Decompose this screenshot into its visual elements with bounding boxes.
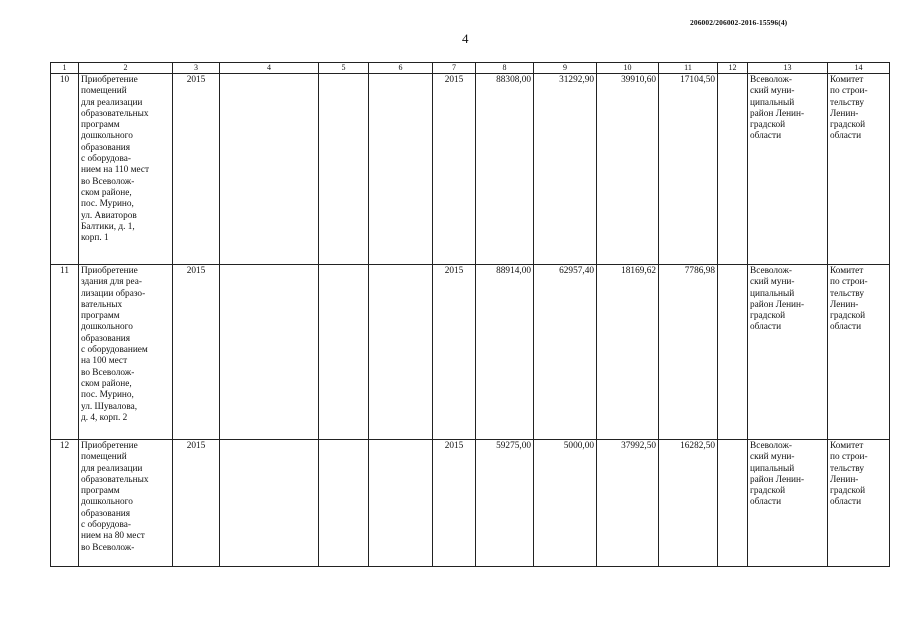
empty-cell (319, 265, 369, 440)
empty-cell (220, 440, 319, 567)
column-header: 1 (51, 63, 79, 74)
responsible-cell: Комитет по строи- тельству Ленин- градской области (828, 265, 890, 440)
amount-cell: 31292,90 (534, 74, 597, 265)
year-cell: 2015 (173, 74, 220, 265)
empty-cell (220, 74, 319, 265)
object-description: Приобретение помещений для реализации образовательных программ дошкольного образования с оборудова- нием на 110 мест во Всеволож- ском районе, пос. Мурино, ул. Авиаторов Балтики, д. 1, корп. 1 (79, 74, 173, 265)
municipality-cell: Всеволож- ский муни- ципальный район Ленин- градской области (748, 440, 828, 567)
empty-cell (220, 265, 319, 440)
responsible-cell: Комитет по строи- тельству Ленин- градской области (828, 74, 890, 265)
year-cell: 2015 (173, 265, 220, 440)
amount-cell: 16282,50 (659, 440, 718, 567)
column-header: 8 (476, 63, 534, 74)
responsible-cell: Комитет по строи- тельству Ленин- градской области (828, 440, 890, 567)
table-row (51, 74, 890, 265)
column-header: 14 (828, 63, 890, 74)
table-header-row (51, 63, 890, 74)
column-header: 4 (220, 63, 319, 74)
amount-cell: 62957,40 (534, 265, 597, 440)
data-table (50, 62, 890, 567)
amount-cell: 88914,00 (476, 265, 534, 440)
empty-cell (718, 74, 748, 265)
empty-cell (718, 265, 748, 440)
empty-cell (319, 440, 369, 567)
column-header: 10 (597, 63, 659, 74)
column-header: 13 (748, 63, 828, 74)
document-id: 206002/206002-2016-15596(4) (690, 18, 788, 27)
column-header: 5 (319, 63, 369, 74)
table-row (51, 265, 890, 440)
year-cell: 2015 (433, 440, 476, 567)
amount-cell: 39910,60 (597, 74, 659, 265)
amount-cell: 88308,00 (476, 74, 534, 265)
column-header: 11 (659, 63, 718, 74)
column-header: 3 (173, 63, 220, 74)
year-cell: 2015 (433, 74, 476, 265)
municipality-cell: Всеволож- ский муни- ципальный район Ленин- градской области (748, 265, 828, 440)
object-description-text: Приобретение помещений для реализации образовательных программ дошкольного образования с оборудова- нием на 80 мест во Всеволож- (81, 441, 149, 553)
row-number: 10 (51, 74, 79, 265)
municipality-cell: Всеволож- ский муни- ципальный район Ленин- градской области (748, 74, 828, 265)
column-header: 2 (79, 63, 173, 74)
object-description: Приобретение здания для реа- лизации образо- вательных программ дошкольного образования с оборудованием на 100 мест во Всеволож- ском районе, пос. Мурино, ул. Шувалова, д. 4, корп. 2 (79, 265, 173, 440)
empty-cell (369, 74, 433, 265)
column-header: 12 (718, 63, 748, 74)
row-number: 12 (51, 440, 79, 567)
empty-cell (369, 265, 433, 440)
object-description (79, 440, 173, 567)
amount-cell: 5000,00 (534, 440, 597, 567)
amount-cell: 18169,62 (597, 265, 659, 440)
row-number: 11 (51, 265, 79, 440)
page-number: 4 (462, 31, 469, 46)
year-cell: 2015 (433, 265, 476, 440)
amount-cell: 37992,50 (597, 440, 659, 567)
empty-cell (319, 74, 369, 265)
column-header: 9 (534, 63, 597, 74)
column-header: 6 (369, 63, 433, 74)
amount-cell: 7786,98 (659, 265, 718, 440)
empty-cell (718, 440, 748, 567)
empty-cell (369, 440, 433, 567)
amount-cell: 59275,00 (476, 440, 534, 567)
column-header: 7 (433, 63, 476, 74)
year-cell: 2015 (173, 440, 220, 567)
table-row (51, 440, 890, 567)
amount-cell: 17104,50 (659, 74, 718, 265)
